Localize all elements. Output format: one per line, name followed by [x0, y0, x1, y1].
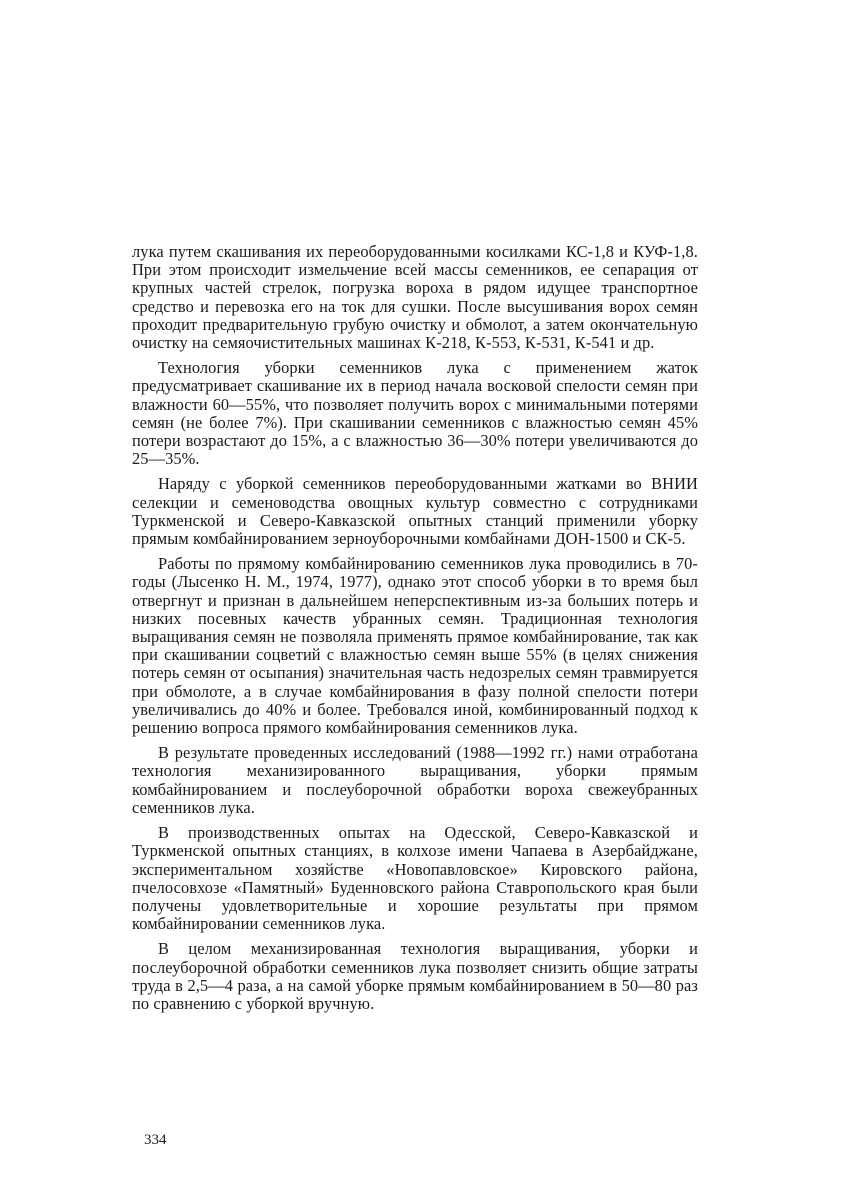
- body-text: [132, 243, 698, 1020]
- paragraph-2: Технология уборки семенников лука с применением жаток предусматривает скашивание их в период начала восковой спелости семян при влажности 60—55%, что позволяет получить ворох с минимальными потерями семян (не более 7%). При скашивании семенников с влажностью семян 45% потери возрастают до 15%, а с влажностью 36—30% потери увеличиваются до 25—35%.: [132, 358, 698, 469]
- paragraph-4: Работы по прямому комбайнированию семенников лука проводились в 70-годы (Лысенко Н. М., 1974, 1977), однако этот способ уборки в то время был отвергнут и признан в дальнейшем неперспективным из-за больших потерь и низких посевных качеств убранных семян. Традиционная технология выращивания семян не позволяла применять прямое комбайнирование, так как при скашивании соцветий с влажностью семян выше 55% (в целях снижения потерь семян от осыпания) значительная часть недозрелых семян травмируется при обмолоте, а в случае комбайнирования в фазу полной спелости потери увеличивались до 40% и более. Требовался иной, комбинированный подход к решению вопроса прямого комбайнирования семенников лука.: [132, 554, 698, 738]
- paragraph-7: В целом механизированная технология выращивания, уборки и послеуборочной обработки семенников лука позволяет снизить общие затраты труда в 2,5—4 раза, а на самой уборке прямым комбайнированием в 50—80 раз по сравнению с уборкой вручную.: [132, 939, 698, 1013]
- page-number: 334: [144, 1132, 167, 1148]
- paragraph-5: В результате проведенных исследований (1988—1992 гг.) нами отработана технология механизированного выращивания, уборки прямым комбайнированием и послеуборочной обработки вороха свежеубранных семенников лука.: [132, 743, 698, 817]
- paragraph-3: Наряду с уборкой семенников переоборудованными жатками во ВНИИ селекции и семеноводства овощных культур совместно с сотрудниками Туркменской и Северо-Кавказской опытных станций применили уборку прямым комбайнированием зерноуборочными комбайнами ДОН-1500 и СК-5.: [132, 474, 698, 549]
- paragraph-1: лука путем скашивания их переоборудованными косилками КС-1,8 и КУФ-1,8. При этом происходит измельчение всей массы семенников, ее сепарация от крупных частей стрелок, погрузка вороха в рядом идущее транспортное средство и перевозка его на ток для сушки. После высушивания ворох семян проходит предварительную грубую очистку и обмолот, а затем окончательную очистку на семяочистительных машинах К-218, К-553, К-531, К-541 и др.: [132, 242, 698, 353]
- paragraph-6: В производственных опытах на Одесской, Северо-Кавказской и Туркменской опытных станциях, в колхозе имени Чапаева в Азербайджане, экспериментальном хозяйстве «Новопавловское» Кировского района, пчелосовхозе «Памятный» Буденновского района Ставропольского края были получены удовлетворительные и хорошие результаты при прямом комбайнировании семенников лука.: [132, 823, 698, 934]
